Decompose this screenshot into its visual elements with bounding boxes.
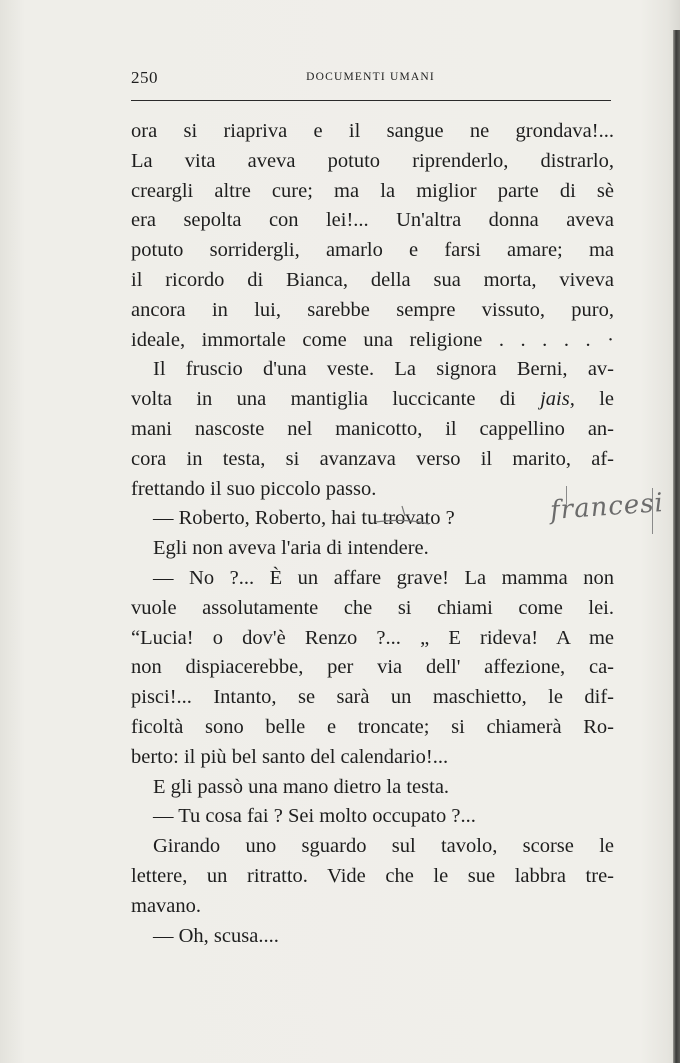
- text-line: Girando uno sguardo sul tavolo, scorse le: [153, 835, 614, 858]
- text-line: Egli non aveva l'aria di intendere.: [153, 537, 429, 560]
- text-line: pisci!... Intanto, se sarà un maschietto, le dif-: [131, 686, 614, 709]
- text-line: creargli altre cure; ma la miglior parte di sè: [131, 179, 614, 202]
- italic-word: jais,: [540, 388, 575, 411]
- text-line: potuto sorridergli, amarlo e farsi amare; ma: [131, 239, 614, 262]
- body-text: [131, 117, 614, 951]
- text-line: il ricordo di Bianca, della sua morta, viveva: [131, 268, 614, 291]
- handwritten-annotation: francesi: [549, 488, 665, 526]
- text-run: volta in una mantiglia luccicante di: [131, 388, 516, 411]
- text-line: berto: il più bel santo del calendario!...: [131, 745, 449, 768]
- text-line: frettando il suo piccolo passo.: [131, 477, 377, 500]
- text-line: — Oh, scusa....: [153, 924, 279, 947]
- text-line: mani nascoste nel manicotto, il cappellino an-: [131, 417, 614, 440]
- text-line: ancora in lui, sarebbe sempre vissuto, puro,: [131, 298, 614, 321]
- pencil-underline-mark: [374, 502, 454, 542]
- text-line: era sepolta con lei!... Un'altra donna aveva: [131, 209, 614, 232]
- text-line: ideale, immortale come una religione . . . . . ·: [131, 328, 614, 351]
- text-line: — Tu cosa fai ? Sei molto occupato ?...: [153, 805, 476, 828]
- text-line: ficoltà sono belle e troncate; si chiamerà Ro-: [131, 715, 614, 738]
- text-line: La vita aveva potuto riprenderlo, distrarlo,: [131, 149, 614, 172]
- text-line: cora in testa, si avanzava verso il marito, af-: [131, 447, 614, 470]
- text-line: “Lucia! o dov'è Renzo ?... „ E rideva! A me: [131, 626, 614, 649]
- page-number: 250: [131, 68, 158, 87]
- text-run: le: [574, 388, 615, 411]
- text-line: ora si riapriva e il sangue ne grondava!...: [131, 120, 614, 142]
- text-line: Il fruscio d'una veste. La signora Berni, av-: [153, 358, 614, 381]
- text-line: E gli passò una mano dietro la testa.: [153, 775, 450, 798]
- page-header: [131, 68, 610, 94]
- text-line: non dispiacerebbe, per via dell' affezione, ca-: [131, 656, 614, 679]
- text-line: lettere, un ritratto. Vide che le sue labbra tre-: [131, 864, 614, 887]
- text-line: vuole assolutamente che si chiami come lei.: [131, 596, 614, 619]
- text-line: [131, 385, 614, 415]
- text-line: mavano.: [131, 894, 202, 917]
- text-line: — Roberto, Roberto, hai tu trovato ?: [153, 507, 455, 530]
- header-rule: [131, 100, 611, 101]
- text-line: — No ?... È un affare grave! La mamma non: [153, 566, 614, 589]
- running-title: DOCUMENTI UMANI: [306, 71, 435, 83]
- binding-edge: [673, 30, 680, 1063]
